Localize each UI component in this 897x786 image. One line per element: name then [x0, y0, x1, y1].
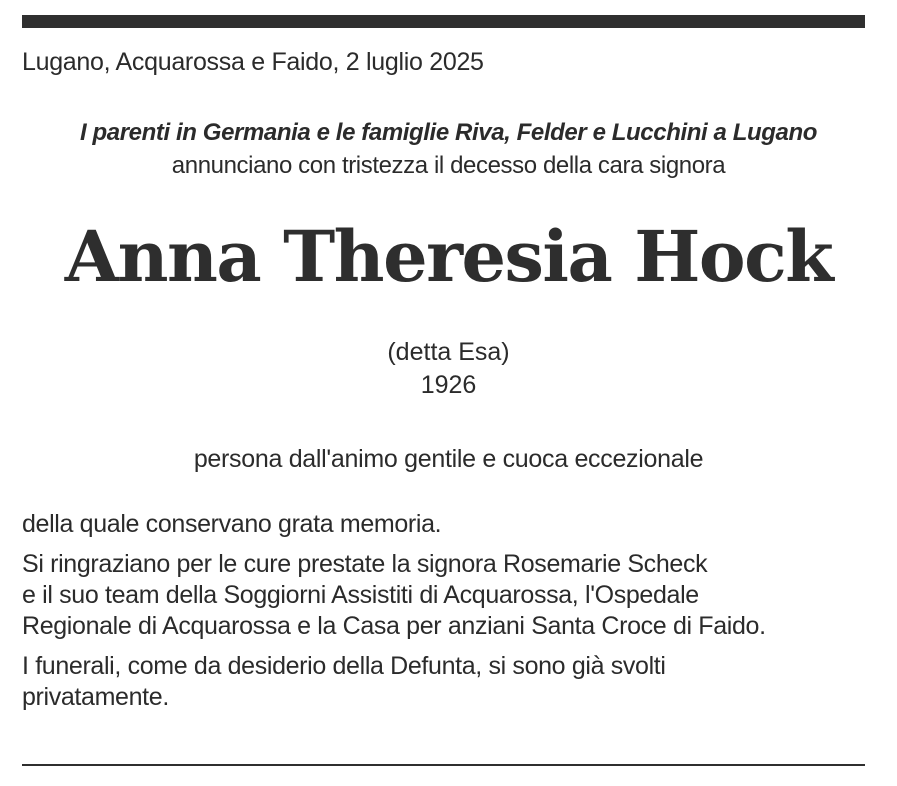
bottom-rule [22, 764, 865, 766]
intro [0, 116, 897, 182]
deceased-name: Anna Theresia Hock [64, 215, 833, 298]
memory-paragraph [22, 509, 882, 540]
nickname: (detta Esa) [387, 338, 510, 366]
funeral-line: privatamente. [22, 683, 169, 711]
top-rule [22, 15, 865, 28]
place-date: Lugano, Acquarossa e Faido, 2 luglio 2025 [22, 48, 484, 76]
thanks-line: Si ringraziano per le cure prestate la signora Rosemarie Scheck [22, 550, 708, 578]
funeral-line: I funerali, come da desiderio della Defunta, si sono già svolti [22, 652, 666, 680]
birth-year: 1926 [420, 371, 477, 399]
announcement-line: annunciano con tristezza il decesso della cara signora [171, 152, 726, 179]
thanks-line: e il suo team della Soggiorni Assistiti di Acquarossa, l'Ospedale [22, 581, 699, 609]
families-line: I parenti in Germania e le famiglie Riva, Felder e Lucchini a Lugano [79, 119, 817, 146]
funeral-paragraph [22, 651, 882, 713]
memory-line: della quale conservano grata memoria. [22, 510, 442, 538]
nickname-block [0, 336, 897, 402]
thanks-line: Regionale di Acquarossa e la Casa per anziani Santa Croce di Faido. [22, 612, 766, 640]
tribute-line: persona dall'animo gentile e cuoca eccezionale [193, 445, 704, 473]
body-text [22, 509, 882, 722]
thanks-paragraph [22, 549, 882, 642]
